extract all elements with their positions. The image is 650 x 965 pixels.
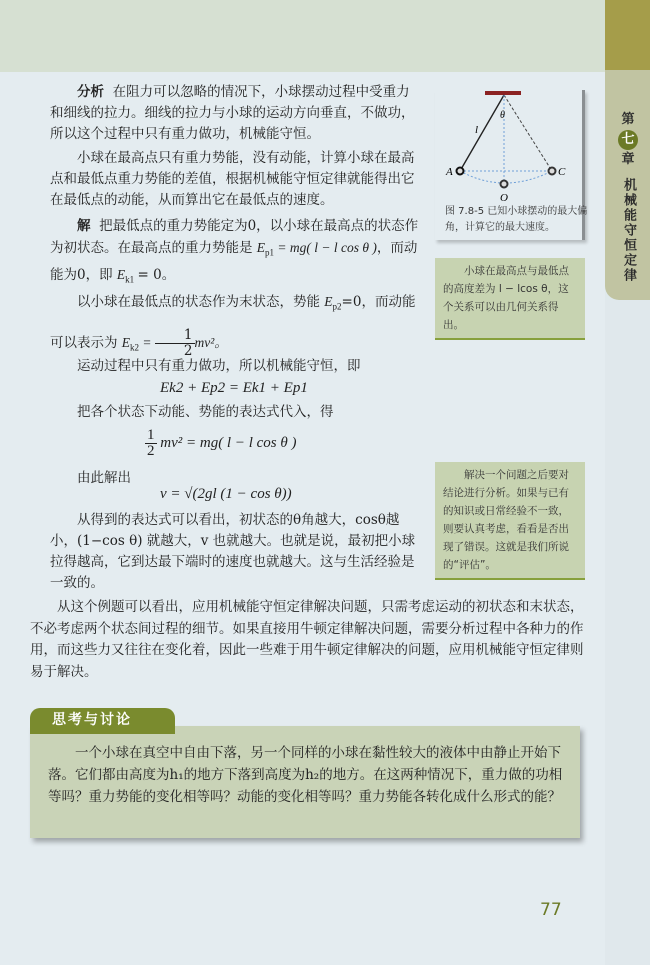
chapter-title: 机械能守恒定律	[621, 178, 636, 283]
ep1-symbol: $E_{p1}$ =	[256, 240, 290, 258]
chapter-prefix: 第	[621, 112, 635, 127]
conservation-equation: Ek2 + Ep2 = Ek1 + Ep1	[160, 380, 308, 396]
analysis-paragraph-2: 小球在最高点只有重力势能，没有动能，计算小球在最高点和最低点重力势能的差值，根据机械能守恒定律就能得出它在最低点的动能，从而算出它在最低点的速度。	[50, 150, 415, 208]
substitution-equation	[145, 428, 297, 459]
ceiling-bar-icon	[485, 91, 521, 95]
one-half-fraction: $\frac{1}{2}$	[155, 328, 195, 359]
solution-paragraph-6: 从得到的表达式可以看出，初状态的θ角越大，cosθ越小，(1−cos θ) 就越大，v 也就越大。也就是说，最初把小球拉得越高，它到达最下端时的速度也就越大。这与生活经验是一致的。	[50, 512, 416, 591]
velocity-equation: v = √(2gl (1 − cos θ))	[160, 486, 292, 502]
height-difference-note: 小球在最高点与最低点的高度差为 l − lcos θ，这个关系可以由几何关系得出。	[435, 258, 585, 340]
solution-text-2a: 以小球在最低点的状态作为末状态，势能	[77, 294, 320, 310]
ep1-expression: mg( l − l cos θ )	[289, 240, 377, 255]
ball-a-icon	[457, 168, 464, 175]
ek1-expression: = 0。	[137, 266, 176, 283]
ep2-expression: =0，而动能可以表示为	[50, 294, 416, 351]
ek1-symbol: $E_{k1}$	[116, 266, 135, 285]
chapter-number-badge: 七	[618, 130, 638, 150]
conclusion-paragraph: 从这个例题可以看出，应用机械能守恒定律解决问题，只需考虑运动的初状态和末状态，不必考虑两个状态间过程的细节。如果直接用牛顿定律解决问题，需要分析过程中各种力的作用，而这些力又往往在变化着，因此一些难于用牛顿定律解决的问题，应用机械能守恒定律则易于解决。	[30, 599, 584, 680]
discussion-title: 思考与讨论	[30, 708, 175, 734]
solution-paragraph-4: 把各个状态下动能、势能的表达式代入，得	[77, 404, 334, 420]
solution-label: 解	[77, 218, 91, 234]
solution-text-1a: 把最低点的重力势能定为0，以小球在最高点的状态作为初状态。在最高点的重力势能是	[50, 218, 419, 256]
discussion-text: 一个小球在真空中自由下落，另一个同样的小球在黏性较大的液体中由静止开始下落。它们都由高度为h₁的地方下落到高度为h₂的地方。在这两种情况下，重力做的功相等吗？重力势能的变化相等吗？动能的变化相等吗？重力势能各转化成什么形式的能？	[48, 745, 563, 805]
solution-paragraph-2	[50, 284, 420, 365]
chapter-label	[614, 112, 642, 283]
ball-c-icon	[549, 168, 556, 175]
figure-caption: 图 7.8-5 已知小球摆动的最大偏角，计算它的最大速度。	[445, 206, 588, 233]
ek2-expression: mv²。	[194, 334, 228, 350]
svg-text:l: l	[475, 124, 479, 136]
svg-text:O: O	[500, 192, 508, 204]
evaluation-note: 解决一个问题之后要对结论进行分析。如果与已有的知识或日常经验不一致，则要认真考虑，看看是否出现了错误。这就是我们所说的“评估”。	[435, 462, 585, 580]
solution-text-1b: ，而动能为0，即	[50, 240, 418, 283]
chapter-suffix: 章	[621, 152, 635, 167]
svg-text:A: A	[446, 166, 453, 178]
solution-paragraph-1	[50, 216, 420, 290]
ball-o-icon	[501, 181, 508, 188]
solution-paragraph-5: 由此解出	[77, 470, 131, 486]
side-tab-top	[605, 0, 650, 70]
substitution-rhs: mv² = mg( l − l cos θ )	[160, 434, 297, 451]
one-half-fraction-2: $\frac{1}{2}$	[147, 427, 155, 459]
pendulum-diagram	[440, 85, 590, 205]
ek2-symbol: $E_{k2}$ =	[121, 334, 155, 353]
analysis-text-1: 在阻力可以忽略的情况下，小球摆动过程中受重力和细线的拉力。细线的拉力与小球的运动方向垂直，不做功，所以这个过程中只有重力做功，机械能守恒。	[50, 84, 415, 142]
analysis-label: 分析	[77, 84, 104, 100]
analysis-paragraph-1	[50, 82, 420, 145]
page-top-band	[0, 0, 605, 72]
svg-text:θ: θ	[500, 110, 505, 121]
solution-paragraph-3: 运动过程中只有重力做功，所以机械能守恒，即	[77, 358, 361, 374]
side-margin	[605, 300, 650, 965]
svg-text:C: C	[558, 166, 566, 178]
ep2-symbol: $E_{p2}$	[324, 294, 342, 312]
page-number: 77	[540, 900, 562, 920]
